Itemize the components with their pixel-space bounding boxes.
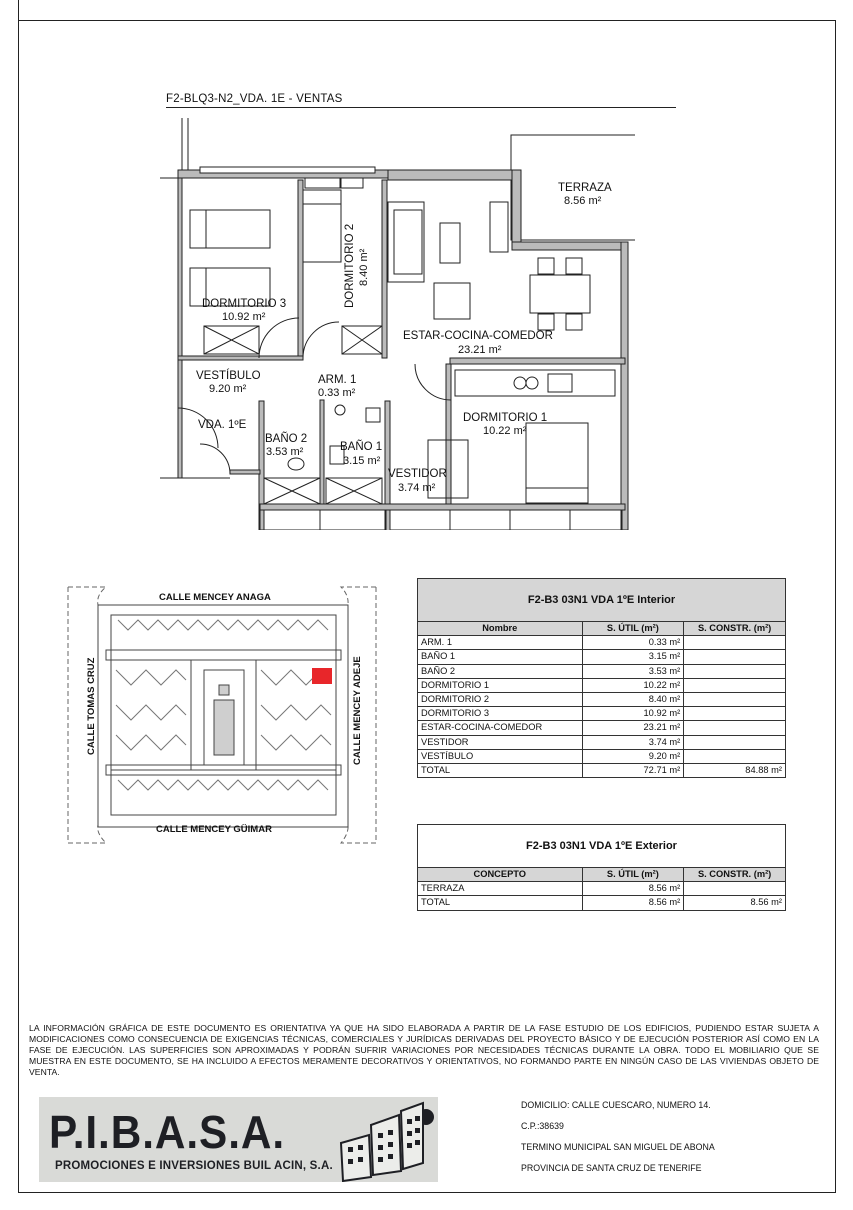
company-logo [39,1097,438,1182]
room-area-vestidor: 3.74 m² [398,482,436,494]
interior-cell: 84.88 m² [684,763,786,777]
room-area-dormitorio-2: 8.40 m² [358,248,370,286]
interior-cell: VESTIDOR [418,735,583,749]
exterior-cell: TOTAL [418,896,583,910]
exterior-header-concepto: CONCEPTO [418,868,583,882]
room-label-vestidor: VESTIDOR [388,468,447,480]
exterior-header-util: S. ÚTIL (m²) [582,868,684,882]
interior-cell: 10.92 m² [582,707,684,721]
room-area-vestibulo: 9.20 m² [209,383,247,395]
exterior-row [418,882,786,896]
unit-highlight-marker [312,668,332,684]
interior-area-table [417,578,786,778]
interior-cell: 3.15 m² [582,650,684,664]
address-line: DOMICILIO: CALLE CUESCARO, NUMERO 14. [521,1100,711,1110]
buildings-logo-icon [301,1097,438,1182]
interior-cell: ESTAR-COCINA-COMEDOR [418,721,583,735]
room-label-dormitorio-2: DORMITORIO 2 [344,223,356,308]
room-label-estar-cocina-comedor: ESTAR-COCINA-COMEDOR [403,330,553,342]
interior-row [418,692,786,706]
interior-cell: ARM. 1 [418,636,583,650]
exterior-table-title: F2-B3 03N1 VDA 1ºE Exterior [418,825,786,868]
logo-subtitle: PROMOCIONES E INVERSIONES BUIL ACIN, S.A. [55,1160,333,1172]
interior-cell: DORMITORIO 1 [418,678,583,692]
room-area-arm-1: 0.33 m² [318,387,356,399]
interior-cell: DORMITORIO 3 [418,707,583,721]
interior-cell [684,678,786,692]
exterior-cell [684,882,786,896]
interior-cell: 3.74 m² [582,735,684,749]
frame-tick [18,0,19,20]
interior-cell: 3.53 m² [582,664,684,678]
interior-row [418,678,786,692]
address-line: PROVINCIA DE SANTA CRUZ DE TENERIFE [521,1163,702,1173]
street-label-bottom: CALLE MENCEY GÜIMAR [156,824,272,835]
room-area-dormitorio-3: 10.92 m² [222,311,266,323]
interior-cell: 0.33 m² [582,636,684,650]
interior-header-nombre: Nombre [418,622,583,636]
room-area-bano-2: 3.53 m² [266,446,304,458]
exterior-header-constr: S. CONSTR. (m²) [684,868,786,882]
street-label-right: CALLE MENCEY ADEJE [352,656,363,765]
address-block [521,1100,715,1184]
interior-header-constr: S. CONSTR. (m²) [684,622,786,636]
interior-cell [684,735,786,749]
room-label-terraza: TERRAZA [558,182,612,194]
logo-name: P.I.B.A.S.A. [49,1106,286,1158]
room-label-arm-1: ARM. 1 [318,374,357,386]
interior-header-util: S. ÚTIL (m²) [582,622,684,636]
exterior-cell: TERRAZA [418,882,583,896]
room-label-dormitorio-1: DORMITORIO 1 [463,412,548,424]
interior-row [418,636,786,650]
room-label-bano-2: BAÑO 2 [265,433,308,445]
room-label-dormitorio-3: DORMITORIO 3 [202,298,287,310]
interior-row [418,749,786,763]
address-line: TERMINO MUNICIPAL SAN MIGUEL DE ABONA [521,1142,715,1152]
exterior-area-table [417,824,786,911]
address-line: C.P.:38639 [521,1121,564,1131]
floor-plan [160,118,635,530]
interior-cell [684,664,786,678]
room-label-vestibulo: VESTÍBULO [196,370,261,382]
disclaimer-text: LA INFORMACIÓN GRÁFICA DE ESTE DOCUMENTO ES ORIENTATIVA YA QUE HA SIDO ELABORADA A PARTIR DE LA FASE ESTUDIO DE LOS EDIFICIOS, PUDIENDO ESTAR SUJETA A MODIFICACIONES COMO CONSECUENCIA DE EXIGENCIAS TÉCNICAS, COMERCIALES Y JURÍDICAS DERIVADAS DEL PROYECTO BÁSICO Y DE EJECUCIÓN POSTERIOR ASÍ COMO EN LA FASE DE EJECUCIÓN. LAS SUPERFICIES SON APROXIMADAS Y PODRÁN SUFRIR VARIACIONES POR NECESIDADES TÉCNICAS DURANTE LA OBRA. TODO EL MOBILIARIO QUE SE MUESTRA EN ESTE DOCUMENTO, SE HA INCLUIDO A EFECTOS MERAMENTE DECORATIVOS Y ORIENTATIVOS, NO FORMANDO PARTE EN NINGÚN CASO DE LAS VIVIENDAS OBJETO DE VENTA. [29,1023,819,1078]
interior-cell: 9.20 m² [582,749,684,763]
site-plan [66,575,381,847]
room-label-bano-1: BAÑO 1 [340,441,383,453]
exterior-cell: 8.56 m² [582,896,684,910]
interior-cell: 10.22 m² [582,678,684,692]
room-area-terraza: 8.56 m² [564,195,602,207]
interior-cell: BAÑO 1 [418,650,583,664]
interior-cell: TOTAL [418,763,583,777]
street-label-top: CALLE MENCEY ANAGA [159,592,271,603]
interior-cell [684,721,786,735]
interior-cell: 72.71 m² [582,763,684,777]
interior-row [418,664,786,678]
interior-row [418,721,786,735]
interior-row [418,763,786,777]
exterior-cell: 8.56 m² [582,882,684,896]
exterior-cell: 8.56 m² [684,896,786,910]
interior-cell [684,636,786,650]
interior-cell: DORMITORIO 2 [418,692,583,706]
interior-cell [684,650,786,664]
room-area-dormitorio-1: 10.22 m² [483,425,527,437]
interior-cell [684,692,786,706]
room-label-vda: VDA. 1ºE [198,419,247,431]
street-label-left: CALLE TOMAS CRUZ [86,657,97,755]
interior-table-title: F2-B3 03N1 VDA 1ºE Interior [418,579,786,622]
interior-cell [684,749,786,763]
room-area-bano-1: 3.15 m² [343,455,381,467]
interior-cell: 8.40 m² [582,692,684,706]
interior-cell: 23.21 m² [582,721,684,735]
interior-cell: BAÑO 2 [418,664,583,678]
interior-row [418,707,786,721]
plan-title: F2-BLQ3-N2_VDA. 1E - VENTAS [166,93,676,108]
interior-row [418,650,786,664]
exterior-row [418,896,786,910]
interior-cell: VESTÍBULO [418,749,583,763]
room-area-estar-cocina-comedor: 23.21 m² [458,344,502,356]
interior-row [418,735,786,749]
interior-cell [684,707,786,721]
